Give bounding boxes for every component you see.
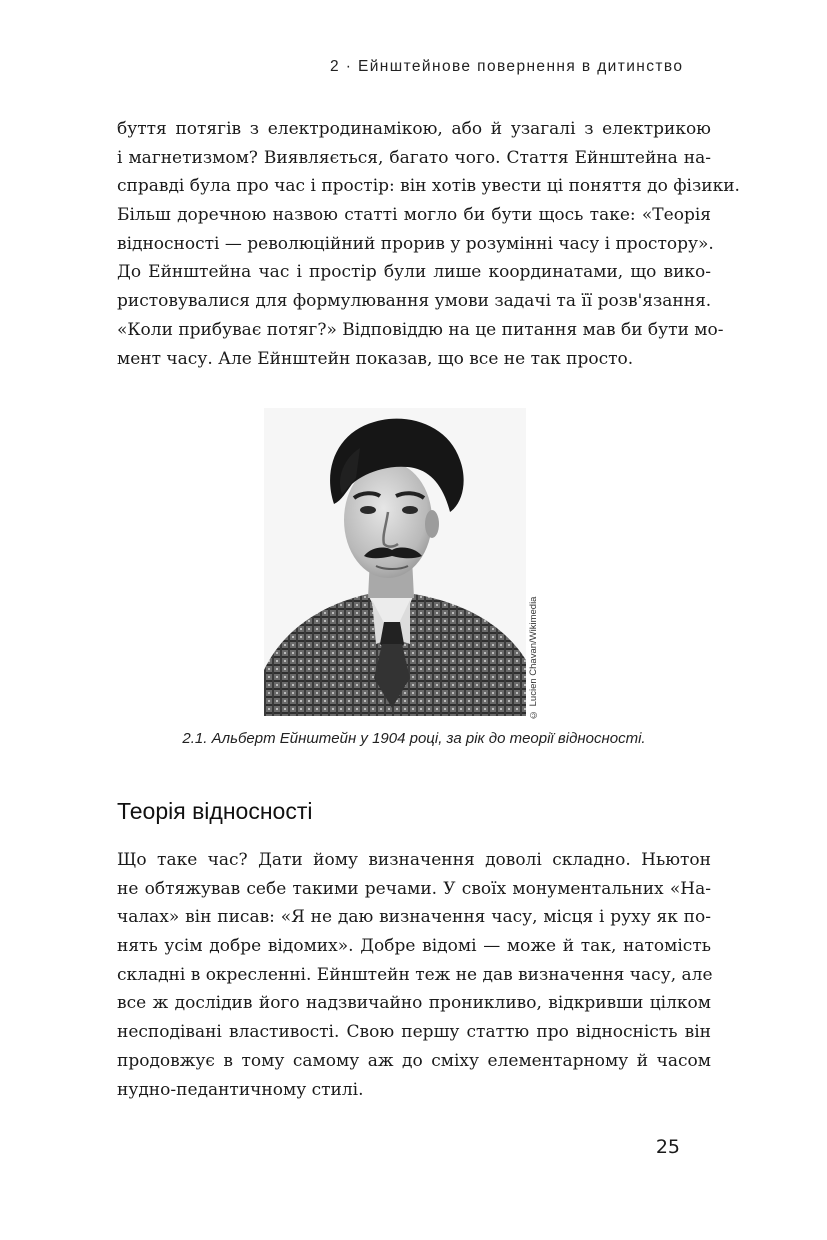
body-paragraph-1: [117, 115, 740, 373]
text-line: справді була про час і простір: він хотів увести ці поняття до фізики.: [117, 176, 740, 197]
text-line: чалах» він писав: «Я не даю визначення часу, місця і руху як по-: [117, 907, 711, 928]
page-number: 25: [655, 1136, 680, 1158]
text-line: складні в окресленні. Ейнштейн теж не дав визначення часу, але: [117, 964, 713, 985]
text-line: До Ейнштейна час і простір були лише координатами, що вико-: [117, 262, 711, 283]
text-line: Що таке час? Дати йому визначення доволі складно. Ньютон: [117, 850, 711, 870]
text-line: нудно-педантичному стилі.: [117, 1079, 364, 1100]
text-line: не обтяжував себе такими речами. У своїх монументальних «На-: [117, 878, 711, 899]
text-line: продовжує в тому самому аж до сміху елементарному й часом: [117, 1050, 711, 1071]
text-line: несподівані властивості. Свою першу статтю про відносність він: [117, 1022, 711, 1043]
portrait-photo: [264, 408, 526, 716]
running-head: 2 · Ейнштейнове повернення в дитинство: [330, 58, 684, 75]
figure-caption: 2.1. Альберт Ейнштейн у 1904 році, за рік до теорії відносності.: [182, 730, 646, 747]
text-line: відносності — революційний прорив у розумінні часу і простору».: [117, 233, 714, 254]
text-line: буття потягів з електродинамікою, або й узагалі з електрикою: [117, 119, 711, 139]
text-line: мент часу. Але Ейнштейн показав, що все не так просто.: [117, 348, 634, 369]
text-line: все ж дослідив його надзвичайно проникливо, відкривши цілком: [117, 993, 711, 1014]
section-title: Теорія відносності: [117, 798, 313, 824]
text-line: нять усім добре відомих». Добре відомі — може й так, натомість: [117, 936, 711, 957]
body-paragraph-2: [117, 846, 711, 1104]
text-line: «Коли прибуває потяг?» Відповіддю на це питання мав би бути мо-: [117, 319, 724, 340]
portrait-illustration: [264, 408, 526, 716]
photo-credit: © Lucien Chavan/Wikimedia: [528, 596, 539, 720]
text-line: Більш доречною назвою статті могло би бути щось таке: «Теорія: [117, 205, 711, 226]
text-line: ристовувалися для формулювання умови задачі та її розв'язання.: [117, 291, 712, 312]
text-line: і магнетизмом? Виявляється, багато чого. Стаття Ейнштейна на-: [117, 147, 711, 168]
